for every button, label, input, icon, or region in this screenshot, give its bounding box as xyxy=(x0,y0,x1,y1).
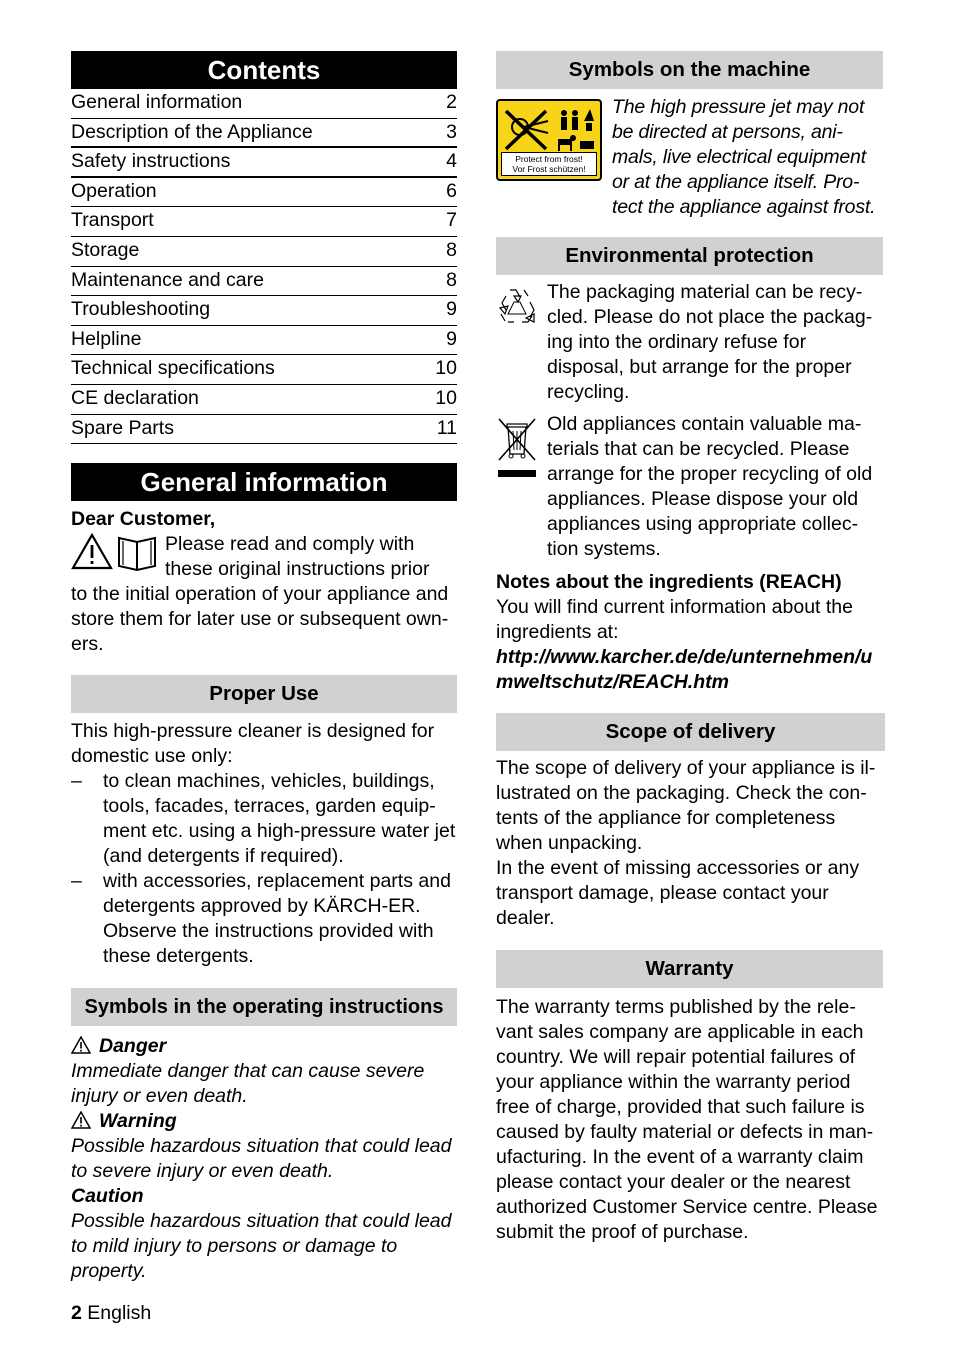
toc-label: Transport xyxy=(71,209,154,232)
toc-page: 3 xyxy=(446,120,457,143)
toc-page: 10 xyxy=(435,386,457,409)
left-column xyxy=(71,51,457,1284)
general-information-heading: General information xyxy=(71,463,457,501)
warning-triangle-icon xyxy=(71,1036,91,1054)
toc-page: 8 xyxy=(446,268,457,291)
sticker-label xyxy=(501,152,597,176)
warning-heading xyxy=(71,1109,457,1134)
toc-row[interactable] xyxy=(71,296,457,326)
environmental-protection-heading: Environmental protection xyxy=(496,237,883,275)
danger-text: Immediate danger that can cause severe injury or even death. xyxy=(71,1060,425,1108)
intro-text: to the initial operation of your appliance and store them for later use or subsequent own-ers. xyxy=(71,583,449,656)
toc-label: Technical specifications xyxy=(71,357,275,380)
symbols-machine-heading: Symbols on the machine xyxy=(496,51,883,89)
warning-manual-icon xyxy=(71,532,165,582)
scope-text-1: The scope of delivery of your appliance is il-lustrated on the packaging. Check the con-tents of the appliance for completeness when unpacking. xyxy=(496,757,876,854)
list-item: – to clean machines, vehicles, buildings, tools, facades, terraces, garden equip-ment etc. using a high-pressure water jet (and detergents if required). xyxy=(71,769,457,869)
greeting: Dear Customer, xyxy=(71,508,216,531)
toc-label: Maintenance and care xyxy=(71,268,264,291)
toc-row[interactable] xyxy=(71,355,457,385)
reach-url[interactable]: http://www.karcher.de/de/unternehmen/umweltschutz/REACH.htm xyxy=(496,646,873,693)
warning-label: Warning xyxy=(99,1110,177,1133)
toc-row[interactable] xyxy=(71,207,457,237)
sticker-line-1: Protect from frost! xyxy=(515,154,583,164)
frost-sticker xyxy=(496,99,602,181)
contents-heading: Contents xyxy=(71,51,457,89)
toc-page: 10 xyxy=(435,357,457,380)
toc-label: CE declaration xyxy=(71,386,199,409)
table-of-contents xyxy=(71,89,457,444)
toc-page: 6 xyxy=(446,179,457,202)
intro-line-2: these original instructions prior xyxy=(165,558,430,581)
toc-row[interactable] xyxy=(71,89,457,119)
toc-label: Troubleshooting xyxy=(71,298,211,321)
toc-row[interactable] xyxy=(71,415,457,445)
toc-label: Storage xyxy=(71,238,140,261)
proper-use-intro: This high-pressure cleaner is designed for domestic use only: xyxy=(71,720,435,768)
reach-heading: Notes about the ingredients (REACH) xyxy=(496,571,842,593)
toc-label: Safety instructions xyxy=(71,150,231,173)
toc-page: 8 xyxy=(446,238,457,261)
intro-line-1: Please read and comply with xyxy=(165,533,415,556)
toc-page: 9 xyxy=(446,327,457,350)
toc-page: 11 xyxy=(436,416,457,439)
toc-label: General information xyxy=(71,91,243,113)
page-number: 2 xyxy=(71,1302,82,1324)
page-footer xyxy=(71,1301,151,1326)
packaging-text: The packaging material can be recy-cled. Please do not place the packag-ing into the ordinary refuse for disposal, but arrange for the proper recycling. xyxy=(547,281,873,403)
toc-label: Description of the Appliance xyxy=(71,120,313,143)
caution-text: Possible hazardous situation that could lead to mild injury to persons or damage to property. xyxy=(71,1210,452,1283)
symbols-instructions-heading: Symbols in the operating instructions xyxy=(71,988,457,1026)
toc-label: Operation xyxy=(71,179,157,202)
recycling-icon xyxy=(496,280,547,405)
toc-row[interactable] xyxy=(71,237,457,267)
old-appliances-text: Old appliances contain valuable ma-terials that can be recycled. Please arrange for the proper recycling of old appliances. Please dispose your old appliances using appropriate collec-tion systems. xyxy=(547,413,873,560)
danger-label: Danger xyxy=(99,1035,167,1058)
toc-row[interactable] xyxy=(71,148,457,178)
list-item: – with accessories, replacement parts and detergents approved by KÄRCH-ER. Observe the instructions provided with these detergents. xyxy=(71,869,457,969)
toc-label: Spare Parts xyxy=(71,416,174,439)
toc-row[interactable] xyxy=(71,178,457,208)
toc-row[interactable] xyxy=(71,267,457,297)
toc-row[interactable] xyxy=(71,385,457,415)
proper-use-list xyxy=(71,769,457,969)
toc-page: 4 xyxy=(446,150,457,173)
warranty-heading: Warranty xyxy=(496,950,883,988)
packaging-block xyxy=(496,280,883,405)
reach-link[interactable] xyxy=(496,645,883,695)
crossed-bin-icon xyxy=(496,412,547,562)
scope-of-delivery-heading: Scope of delivery xyxy=(496,713,885,751)
warranty-text: The warranty terms published by the rele-vant sales company are applicable in each country. We will repair potential failures of your appliance within the warranty period free of charge, provided that such failure is caused by faulty material or defects in man-ufacturing. In the event of a warranty claim please contact your dealer or the nearest authorized Customer Service centre. Please submit the proof of purchase. xyxy=(496,996,878,1243)
toc-row[interactable] xyxy=(71,326,457,356)
intro-block xyxy=(71,532,457,582)
old-appliances-block xyxy=(496,412,883,562)
no-spray-pictogram-icon xyxy=(498,101,600,157)
right-column xyxy=(496,51,883,1245)
toc-row[interactable] xyxy=(71,119,457,149)
toc-page: 7 xyxy=(446,209,457,232)
sticker-line-2: Vor Frost schützen! xyxy=(512,164,586,174)
toc-page: 9 xyxy=(446,298,457,321)
toc-page: 2 xyxy=(446,91,457,113)
toc-label: Helpline xyxy=(71,327,142,350)
warning-triangle-icon xyxy=(71,1111,91,1129)
footer-language: English xyxy=(87,1302,152,1324)
proper-use-heading: Proper Use xyxy=(71,675,457,713)
reach-text: You will find current information about the ingredients at: xyxy=(496,596,853,643)
machine-symbol-text: The high pressure jet may not be directed at persons, ani-mals, live electrical equipment or at the appliance itself. Pro-tect the appliance against frost. xyxy=(612,96,876,218)
machine-symbol-block xyxy=(496,95,883,220)
caution-label: Caution xyxy=(71,1185,144,1208)
warning-text: Possible hazardous situation that could lead to severe injury or even death. xyxy=(71,1135,452,1183)
scope-text-2: In the event of missing accessories or any transport damage, please contact your dealer. xyxy=(496,857,860,929)
danger-heading xyxy=(71,1034,457,1059)
